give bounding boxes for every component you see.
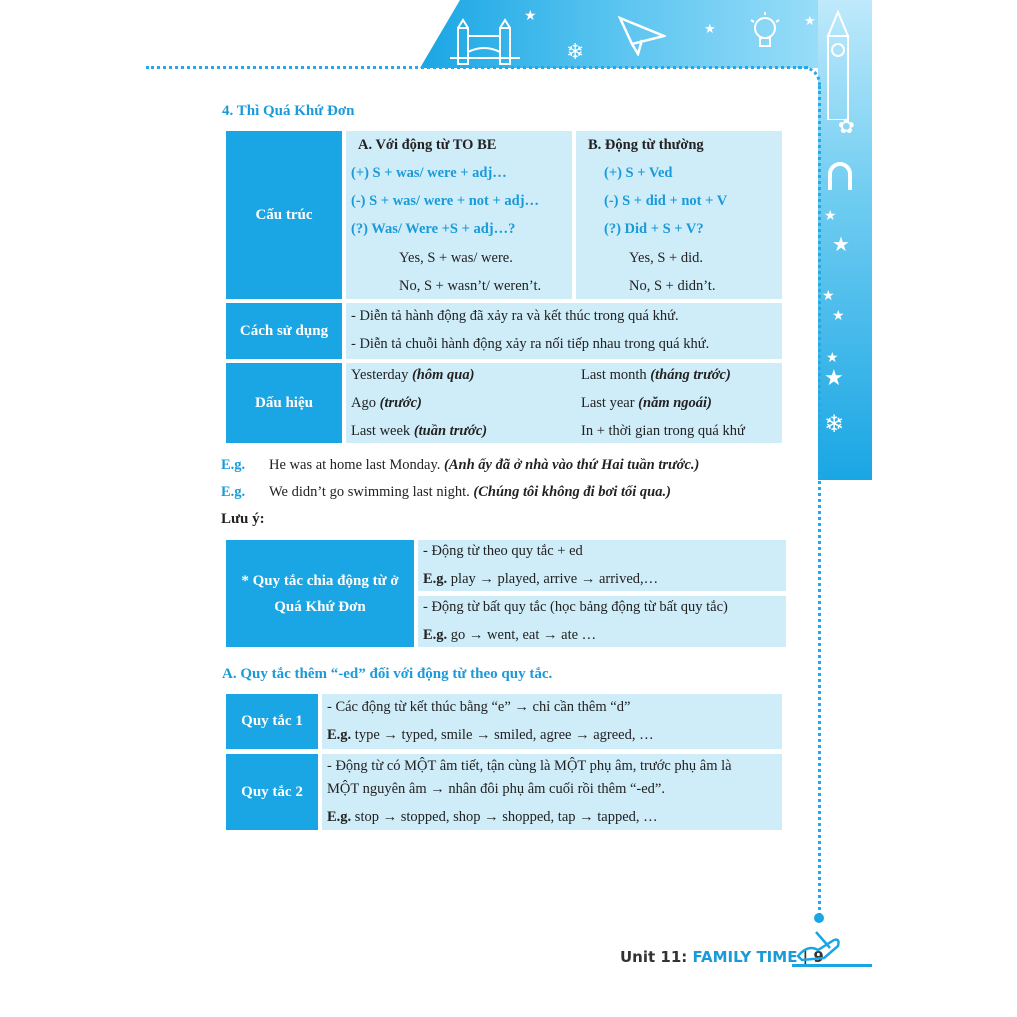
to-be-answer-no: No, S + wasn’t/ weren’t. [399, 278, 542, 294]
rule-1-example: E.g. type → typed, smile → smiled, agree → agreed, … [327, 727, 654, 743]
star-icon: ★ [826, 350, 839, 366]
signals-label-cell [226, 363, 342, 443]
to-be-negative: (-) S + was/ were + not + adj… [351, 193, 540, 209]
structure-label-cell [226, 131, 342, 299]
footer-separator: | [797, 948, 814, 966]
rule-irregular-example: E.g. go → went, eat → ate … [423, 627, 597, 643]
regular-answer-no: No, S + didn’t. [629, 278, 716, 294]
footer-unit: Unit 11: [620, 948, 693, 966]
rule-1-label: Quy tắc 1 [241, 713, 303, 729]
to-be-cell [346, 131, 572, 299]
snowflake-icon: ❄ [566, 40, 585, 65]
dotted-border-right [818, 86, 821, 916]
star-icon: ★ [824, 208, 837, 224]
star-icon: ★ [704, 22, 716, 37]
star-icon: ★ [824, 366, 844, 391]
example-2: E.g. We didn’t go swimming last night. (Chúng tôi không đi bơi tối qua.) [221, 484, 671, 500]
rule-2-line-1: - Động từ có MỘT âm tiết, tận cùng là MỘT phụ âm, trước phụ âm là [327, 758, 732, 774]
rule-regular-example: E.g. play → played, arrive → arrived,… [423, 571, 659, 587]
usage-label: Cách sử dụng [239, 322, 329, 339]
snowflake-icon: ❄ [824, 410, 845, 438]
to-be-answer-yes: Yes, S + was/ were. [399, 250, 513, 266]
regular-question: (?) Did + S + V? [604, 221, 704, 237]
star-icon: ★ [524, 8, 537, 24]
section-title: 4. Thì Quá Khứ Đơn [222, 103, 355, 119]
horseshoe-icon [822, 158, 858, 192]
structure-label: Cấu trúc [255, 206, 313, 223]
rule-irregular-line: - Động từ bất quy tắc (học bảng động từ bất quy tắc) [423, 599, 728, 615]
footer-dot-icon [813, 912, 825, 924]
tower-bridge-icon [450, 18, 520, 66]
rule-2-example: E.g. stop → stopped, shop → shopped, tap → tapped, … [327, 809, 658, 825]
dotted-border-top [146, 66, 808, 69]
usage-label-cell [226, 303, 342, 359]
to-be-positive: (+) S + was/ were + adj… [351, 165, 507, 181]
star-icon: ★ [832, 308, 845, 324]
signals-label: Dấu hiệu [255, 394, 313, 411]
signal-left-3: Last week (tuần trước) [351, 423, 488, 439]
star-icon: ★ [822, 288, 835, 304]
example-1: E.g. He was at home last Monday. (Anh ấy đã ở nhà vào thứ Hai tuần trước.) [221, 457, 700, 473]
regular-negative: (-) S + did + not + V [604, 193, 728, 209]
butterfly-icon: ✿ [838, 114, 855, 138]
big-ben-icon [818, 10, 858, 120]
ed-section-title: A. Quy tắc thêm “-ed” đối với động từ theo quy tắc. [222, 666, 553, 682]
rule-label-line-1: * Quy tắc chia động từ ở [241, 572, 399, 589]
footer-unit-title: FAMILY TIME [692, 948, 798, 966]
rule-1-label-cell [226, 694, 318, 749]
footer-underline [792, 964, 872, 967]
rule-2-label: Quy tắc 2 [241, 783, 303, 800]
rule-regular-line: - Động từ theo quy tắc + ed [423, 543, 583, 559]
rule-label-line-2: Quá Khứ Đơn [274, 598, 366, 615]
star-icon: ★ [832, 232, 850, 256]
rule-2-line-2: MỘT nguyên âm → nhân đôi phụ âm cuối rồi thêm “-ed”. [327, 781, 665, 797]
signal-left-2: Ago (trước) [351, 395, 422, 411]
lightbulb-icon [748, 10, 782, 56]
star-icon: ★ [804, 14, 816, 29]
signal-left-1: Yesterday (hôm qua) [351, 367, 475, 383]
regular-verb-cell [576, 131, 782, 299]
example-tag: E.g. [221, 457, 246, 473]
regular-positive: (+) S + Ved [604, 165, 673, 181]
signal-right-1: Last month (tháng trước) [581, 367, 731, 383]
regular-heading: B. Động từ thường [588, 137, 704, 153]
rule-2-label-cell [226, 754, 318, 830]
note-label: Lưu ý: [221, 511, 265, 527]
writing-hand-icon [794, 926, 844, 964]
rule-label-cell [226, 540, 414, 647]
signal-right-3: In + thời gian trong quá khứ [581, 423, 745, 439]
page-number: 9 [813, 948, 824, 966]
usage-line-2: - Diễn tả chuỗi hành động xảy ra nối tiếp nhau trong quá khứ. [351, 336, 710, 352]
rule-1-line: - Các động từ kết thúc bằng “e” → chỉ cần thêm “d” [327, 699, 631, 715]
regular-answer-yes: Yes, S + did. [629, 250, 703, 266]
example-tag: E.g. [221, 484, 246, 500]
usage-line-1: - Diễn tả hành động đã xảy ra và kết thúc trong quá khứ. [351, 308, 679, 324]
to-be-question: (?) Was/ Were +S + adj…? [351, 221, 516, 237]
paper-plane-icon [618, 14, 666, 56]
signal-right-2: Last year (năm ngoái) [581, 395, 712, 411]
to-be-heading: A. Với động từ TO BE [358, 137, 497, 153]
